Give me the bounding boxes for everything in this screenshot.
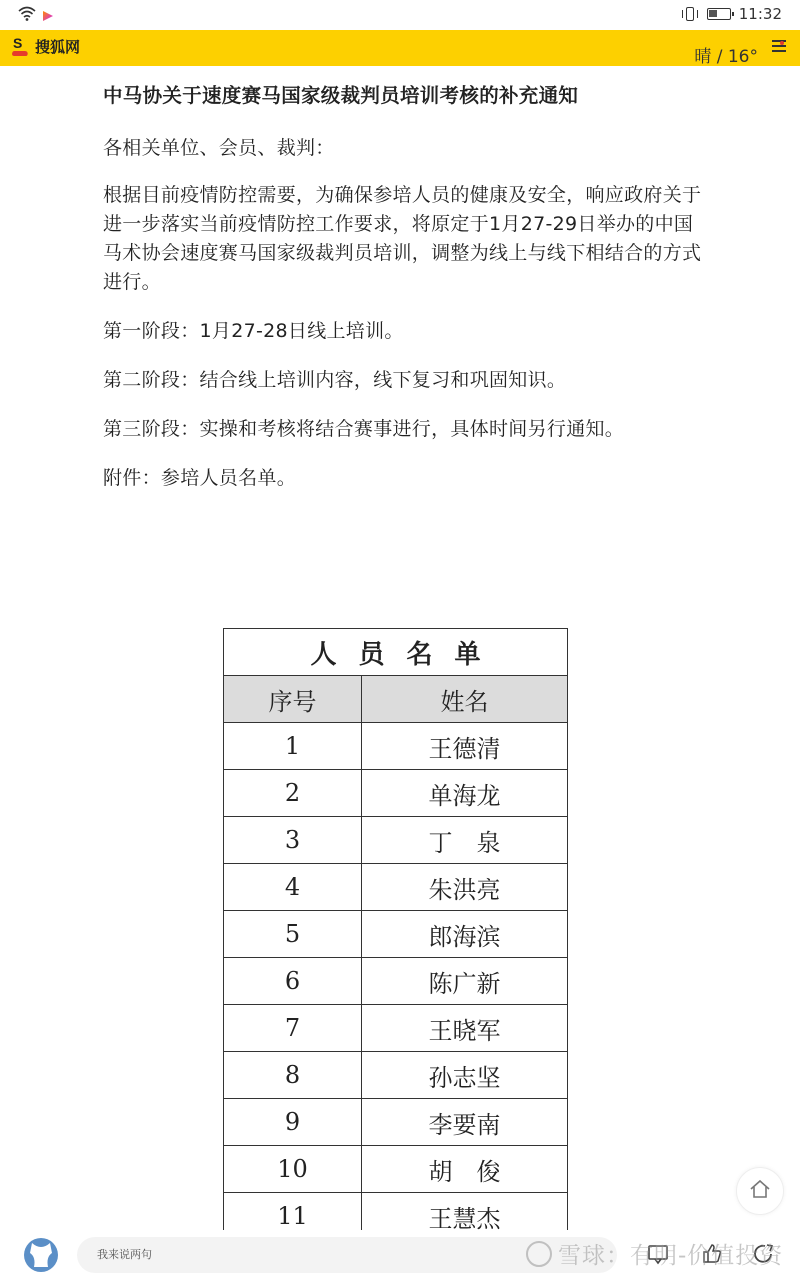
table-row (224, 817, 568, 864)
home-icon (749, 1179, 771, 1203)
article-greeting: 各相关单位、会员、裁判： (103, 137, 335, 159)
row-number: 2 (224, 770, 362, 817)
comment-input[interactable]: 我来说两句 (77, 1237, 617, 1273)
sohu-logo-icon: S (12, 37, 28, 57)
table-row (224, 1099, 568, 1146)
table-row (224, 1193, 568, 1231)
row-number: 10 (224, 1146, 362, 1193)
article (103, 80, 703, 493)
table-row (224, 1052, 568, 1099)
roster-caption: 人员名单 (224, 629, 568, 676)
row-number: 1 (224, 723, 362, 770)
table-row (224, 770, 568, 817)
roster-header-row (224, 676, 568, 723)
comment-icon[interactable] (646, 1242, 670, 1266)
row-number: 9 (224, 1099, 362, 1146)
weather-info: 晴 / 16° (694, 47, 758, 67)
row-number: 6 (224, 958, 362, 1005)
article-body: 根据目前疫情防控需要，为确保参培人员的健康及安全，响应政府关于进一步落实当前疫情防控工作要求，将原定于1月27-29日举办的中国马术协会速度赛马国家级裁判员培训，调整为线上与线下相结合的方式进行。 (103, 184, 702, 293)
like-icon[interactable] (700, 1242, 724, 1266)
clock: 11:32 (738, 5, 782, 23)
article-attachment: 附件：参培人员名单。 (103, 467, 297, 489)
row-name: 胡 俊 (362, 1146, 568, 1193)
watermark-text: 雪球：有明-价值投资 (558, 1243, 784, 1269)
article-stage-3: 第三阶段：实操和考核将结合赛事进行，具体时间另行通知。 (103, 418, 625, 440)
table-row (224, 958, 568, 1005)
row-name: 丁 泉 (362, 817, 568, 864)
row-number: 3 (224, 817, 362, 864)
row-number: 8 (224, 1052, 362, 1099)
row-name: 王晓军 (362, 1005, 568, 1052)
row-name: 郎海滨 (362, 911, 568, 958)
home-button[interactable] (736, 1167, 784, 1215)
article-stage-1: 第一阶段：1月27-28日线上培训。 (103, 320, 404, 342)
row-number: 7 (224, 1005, 362, 1052)
row-number: 5 (224, 911, 362, 958)
article-stage-2: 第二阶段：结合线上培训内容，线下复习和巩固知识。 (103, 369, 567, 391)
row-name: 孙志坚 (362, 1052, 568, 1099)
bottom-action-bar (0, 1230, 800, 1280)
table-row (224, 1146, 568, 1193)
table-row (224, 723, 568, 770)
row-name: 单海龙 (362, 770, 568, 817)
row-name: 李要南 (362, 1099, 568, 1146)
row-name: 陈广新 (362, 958, 568, 1005)
roster-table-image (223, 628, 568, 1230)
brand-name: 搜狐网 (35, 38, 81, 56)
article-title: 中马协关于速度赛马国家级裁判员培训考核的补充通知 (103, 84, 579, 107)
row-name: 朱洪亮 (362, 864, 568, 911)
row-name: 王慧杰 (362, 1193, 568, 1231)
row-name: 王德清 (362, 723, 568, 770)
table-row (224, 1005, 568, 1052)
table-row (224, 864, 568, 911)
column-header-number: 序号 (224, 676, 362, 723)
row-number: 11 (224, 1193, 362, 1231)
table-row (224, 911, 568, 958)
row-number: 4 (224, 864, 362, 911)
share-icon[interactable] (752, 1242, 776, 1266)
column-header-name: 姓名 (362, 676, 568, 723)
